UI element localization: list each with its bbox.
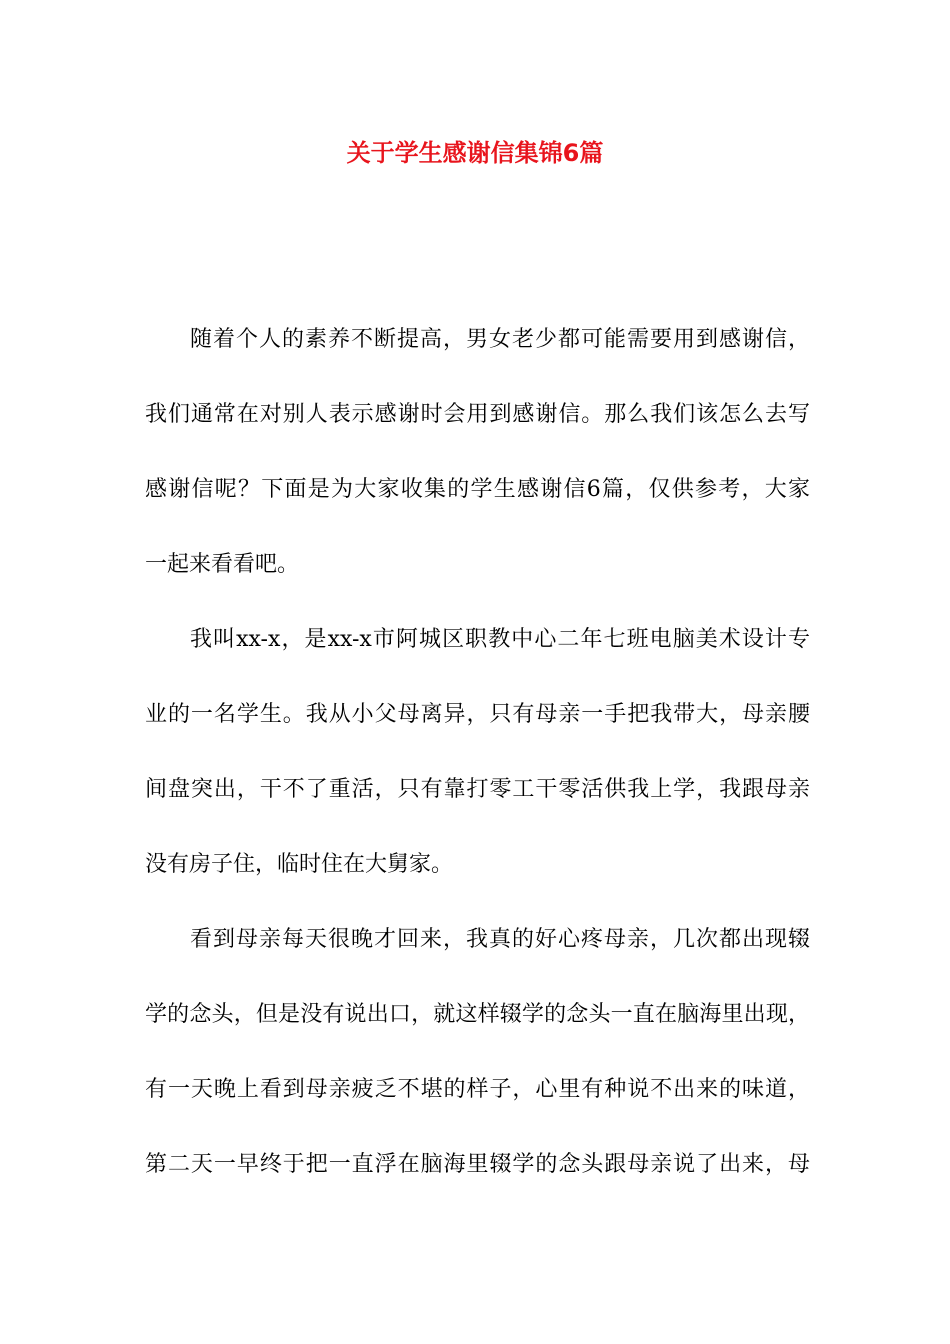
- paragraph-2-line-3: 间盘突出，干不了重活，只有靠打零工干零活供我上学，我跟母亲: [145, 777, 810, 802]
- paragraph-3-line-1: 看到母亲每天很晚才回来，我真的好心疼母亲，几次都出现辍: [190, 927, 810, 952]
- document-title: 关于学生感谢信集锦6篇: [346, 139, 604, 167]
- paragraph-3-line-4: 第二天一早终于把一直浮在脑海里辍学的念头跟母亲说了出来，母: [145, 1152, 810, 1177]
- paragraph-1-line-4: 一起来看看吧。: [145, 552, 300, 577]
- paragraph-1-line-3: 感谢信呢？下面是为大家收集的学生感谢信6篇，仅供参考，大家: [145, 477, 810, 502]
- paragraph-2-line-2: 业的一名学生。我从小父母离异，只有母亲一手把我带大，母亲腰: [145, 702, 810, 727]
- paragraph-2-line-4: 没有房子住，临时住在大舅家。: [145, 852, 454, 877]
- paragraph-3-line-2: 学的念头，但是没有说出口，就这样辍学的念头一直在脑海里出现，: [145, 1002, 810, 1027]
- paragraph-2-line-1: 我叫xx-x，是xx-x市阿城区职教中心二年七班电脑美术设计专: [190, 627, 810, 652]
- paragraph-1-line-2: 我们通常在对别人表示感谢时会用到感谢信。那么我们该怎么去写: [145, 402, 810, 427]
- paragraph-1-line-1: 随着个人的素养不断提高，男女老少都可能需要用到感谢信，: [190, 327, 810, 352]
- paragraph-3-line-3: 有一天晚上看到母亲疲乏不堪的样子，心里有种说不出来的味道，: [145, 1077, 810, 1102]
